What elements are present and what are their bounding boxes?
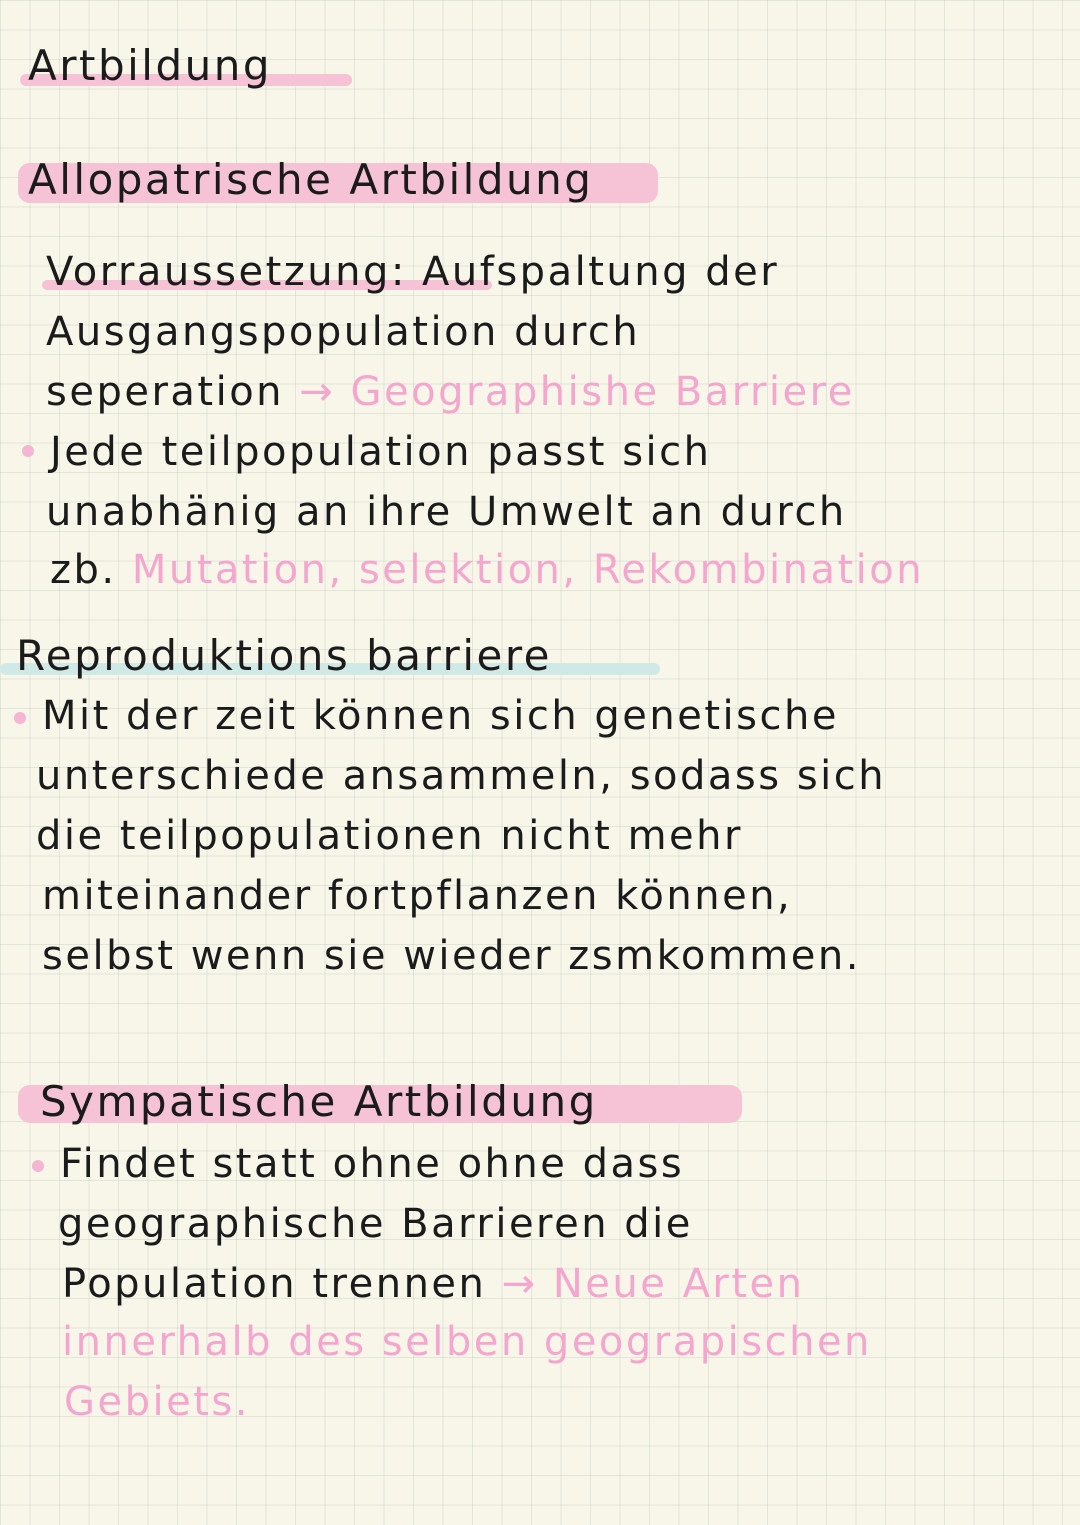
section3-line4: innerhalb des selben geograpischen — [62, 1319, 872, 1365]
colon: : — [390, 249, 407, 295]
section3-line3 — [62, 1254, 805, 1314]
section1-heading: Allopatrische Artbildung — [28, 155, 594, 204]
section3-line1: Findet statt ohne ohne dass — [60, 1141, 685, 1187]
section2-line1: Mit der zeit können sich genetische — [42, 693, 839, 739]
seperation-text: seperation — [46, 369, 285, 415]
arrow-icon: → — [299, 369, 336, 415]
section2-line3: die teilpopulationen nicht mehr — [36, 813, 743, 859]
neue-arten-text: Neue Arten — [552, 1261, 805, 1307]
section1-line1 — [46, 242, 779, 302]
section3-line2: geographische Barrieren die — [58, 1201, 693, 1247]
arrow-icon: → — [501, 1261, 538, 1307]
section2-line2: unterschiede ansammeln, sodass sich — [36, 753, 887, 799]
zb-text: zb. — [50, 547, 117, 593]
vorraussetzung-label: Vorraussetzung — [46, 249, 391, 295]
bullet1-line1: Jede teilpopulation passt sich — [50, 429, 712, 475]
geographic-barrier-text: Geographishe Barriere — [350, 369, 855, 415]
bullet1-line3 — [50, 540, 924, 600]
section3-heading: Sympatische Artbildung — [40, 1077, 598, 1126]
bullet-icon — [14, 712, 26, 724]
evolution-factors-text: Mutation, selektion, Rekombination — [131, 547, 925, 593]
section2-line4: miteinander fortpflanzen können, — [42, 873, 793, 919]
section2-heading: Reproduktions barriere — [16, 631, 553, 680]
section2-line5: selbst wenn sie wieder zsmkommen. — [42, 933, 861, 979]
section3-line5: Gebiets. — [64, 1379, 250, 1425]
population-trennen-text: Population trennen — [62, 1261, 487, 1307]
bullet-icon — [32, 1160, 44, 1172]
bullet-icon — [22, 445, 34, 457]
section1-line1-rest: Aufspaltung der — [422, 249, 780, 295]
section1-line3 — [46, 362, 855, 422]
page-title: Artbildung — [28, 41, 273, 90]
bullet1-line2: unabhänig an ihre Umwelt an durch — [46, 489, 847, 535]
section1-line2: Ausgangspopulation durch — [46, 309, 641, 355]
